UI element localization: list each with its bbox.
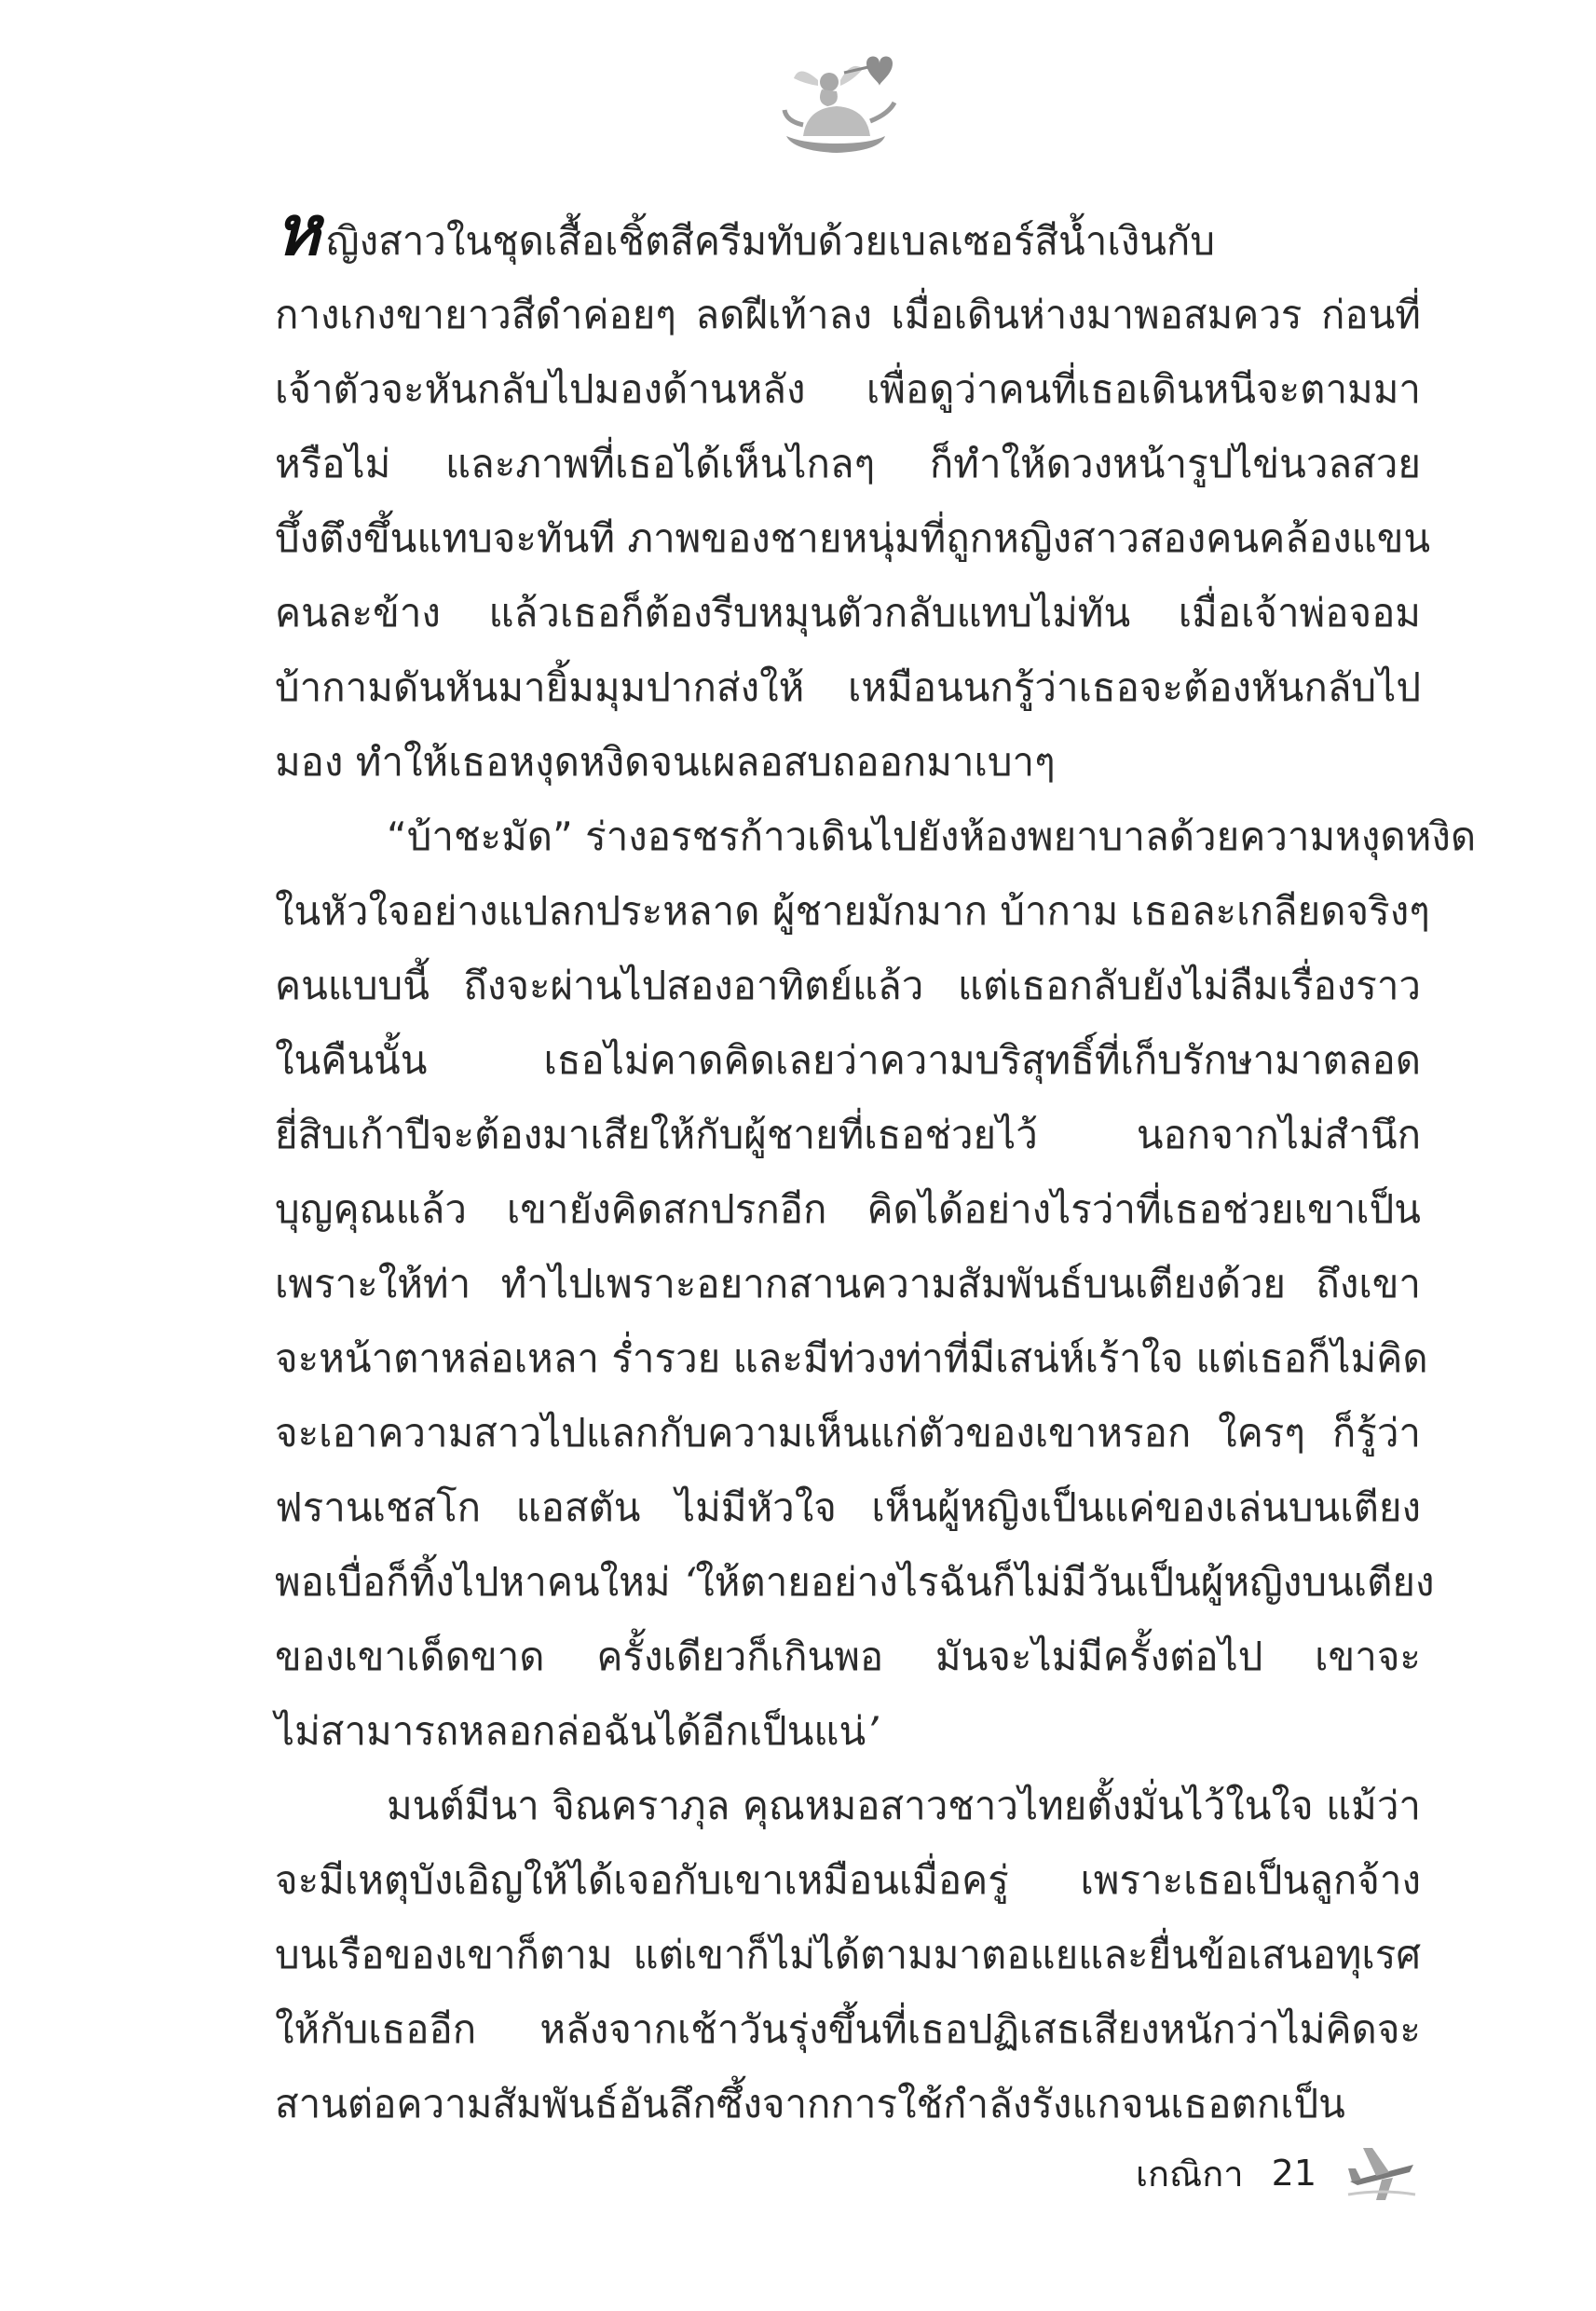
text-line: ไม่สามารถหลอกล่อฉันได้อีกเป็นแน่’ <box>275 1708 879 1754</box>
text-line: จะเอาความสาวไปแลกกับความเห็นแก่ตัวของเขาหรอก ใครๆ ก็รู้ว่า <box>275 1410 1421 1456</box>
text-line: จะมีเหตุบังเอิญให้ได้เจอกับเขาเหมือนเมื่อครู่ เพราะเธอเป็นลูกจ้าง <box>275 1857 1421 1903</box>
drop-cap: ห <box>275 191 321 271</box>
text-line: จะหน้าตาหล่อเหลา ร่ำรวย และมีท่วงท่าที่มีเสน่ห์เร้าใจ แต่เธอก็ไม่คิด <box>275 1335 1428 1381</box>
text-line: ในคืนนั้น เธอไม่คาดคิดเลยว่าความบริสุทธิ์ที่เก็บรักษามาตลอด <box>275 1037 1421 1083</box>
text-line: คนแบบนี้ ถึงจะผ่านไปสองอาทิตย์แล้ว แต่เธอกลับยังไม่ลืมเรื่องราว <box>275 963 1421 1008</box>
text-line: ให้กับเธออีก หลังจากเช้าวันรุ่งขึ้นที่เธอปฏิเสธเสียงหนักว่าไม่คิดจะ <box>275 2006 1421 2052</box>
text-line: สานต่อความสัมพันธ์อันลึกซึ้งจากการใช้กำลังรังแกจนเธอตกเป็น <box>275 2081 1345 2126</box>
text-line: “บ้าชะมัด” ร่างอรชรก้าวเดินไปยังห้องพยาบาลด้วยความหงุดหงิด <box>387 814 1477 859</box>
airplane-icon <box>1344 2140 1419 2206</box>
text-line: กางเกงขายาวสีดำค่อยๆ ลดฝีเท้าลง เมื่อเดินห่างมาพอสมควร ก่อนที่ <box>275 292 1421 337</box>
text-line: ของเขาเด็ดขาด ครั้งเดียวก็เกินพอ มันจะไม่มีครั้งต่อไป เขาจะ <box>275 1634 1421 1679</box>
text-line: ยี่สิบเก้าปีจะต้องมาเสียให้กับผู้ชายที่เธอช่วยไว้ นอกจากไม่สำนึก <box>275 1112 1421 1157</box>
text-line: บึ้งตึงขึ้นแทบจะทันที ภาพของชายหนุ่มที่ถูกหญิงสาวสองคนคล้องแขน <box>275 515 1431 561</box>
text-line: มนต์มีนา จิณคราภุล คุณหมอสาวชาวไทยตั้งมั่นไว้ในใจ แม้ว่า <box>387 1783 1421 1828</box>
text-line: มอง ทำให้เธอหงุดหงิดจนเผลอสบถออกมาเบาๆ <box>275 739 1056 785</box>
text-line: คนละข้าง แล้วเธอก็ต้องรีบหมุนตัวกลับแทบไม่ทัน เมื่อเจ้าพ่อจอม <box>275 590 1421 636</box>
text-line: พอเบื่อก็ทิ้งไปหาคนใหม่ ‘ให้ตายอย่างไรฉันก็ไม่มีวันเป็นผู้หญิงบนเตียง <box>275 1559 1435 1605</box>
text-line: ในหัวใจอย่างแปลกประหลาด ผู้ชายมักมาก บ้ากาม เธอละเกลียดจริงๆ <box>275 888 1430 934</box>
book-title: เกณิกา <box>1136 2153 1244 2195</box>
text-line: ฟรานเชสโก แอสตัน ไม่มีหัวใจ เห็นผู้หญิงเป็นแค่ของเล่นบนเตียง <box>275 1484 1421 1530</box>
cupid-teapot-ornament-icon <box>766 47 907 158</box>
text-line: หรือไม่ และภาพที่เธอได้เห็นไกลๆ ก็ทำให้ดวงหน้ารูปไข่นวลสวย <box>275 441 1421 486</box>
page-number: 21 <box>1271 2153 1316 2194</box>
text-line: เจ้าตัวจะหันกลับไปมองด้านหลัง เพื่อดูว่าคนที่เธอเดินหนีจะตามมา <box>275 366 1421 412</box>
page-footer <box>1136 2140 1419 2206</box>
text-line: บุญคุณแล้ว เขายังคิดสกปรกอีก คิดได้อย่างไรว่าที่เธอช่วยเขาเป็น <box>275 1186 1421 1232</box>
text-line: บนเรือของเขาก็ตาม แต่เขาก็ไม่ได้ตามมาตอแยและยื่นข้อเสนอทุเรศ <box>275 1932 1421 1977</box>
text-line: หญิงสาวในชุดเสื้อเชิ้ตสีครีมทับด้วยเบลเซอร์สีน้ำเงินกับ <box>275 191 1216 271</box>
text-line: บ้ากามดันหันมายิ้มมุมปากส่งให้ เหมือนนกรู้ว่าเธอจะต้องหันกลับไป <box>275 664 1421 710</box>
page-body <box>275 191 1477 2141</box>
text-line: เพราะให้ท่า ทำไปเพราะอยากสานความสัมพันธ์บนเตียงด้วย ถึงเขา <box>275 1261 1421 1306</box>
